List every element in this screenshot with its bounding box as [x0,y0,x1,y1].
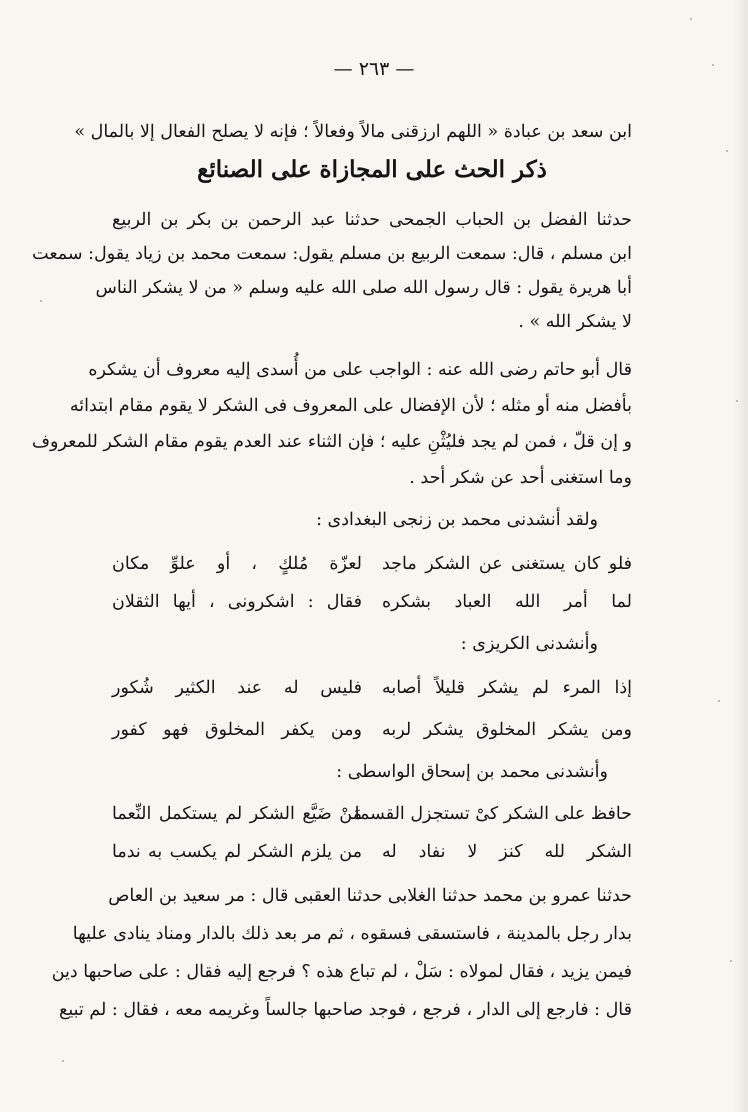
text-line: قال : فارجع إلى الدار ، فرجع ، فوجد صاحبها جالساً وغريمه معه ، فقال : لم تبيع [59,1000,632,1020]
verse-second-hemistich: فليس له عند الكثير شُكور [112,678,362,698]
scan-speck [718,700,720,702]
verse-first-hemistich: ومن يشكر المخلوق يشكر لربه [382,720,632,740]
verse-first-hemistich: إذا المرء لم يشكر قليلاً أصابه [382,678,632,698]
poem-intro: وأنشدنى محمد بن إسحاق الواسطى : [336,762,608,782]
text-line: أبا هريرة يقول : قال رسول الله صلى الله عليه وسلم « من لا يشكر الناس [95,278,632,298]
text-line: فيمن يزيد ، فقال لمولاه : سَلْ ، لم تباع هذه ؟ فرجع إليه فقال : على صاحبها دين [51,962,632,982]
verse-second-hemistich: مَنْ ضَيَّع الشكر لم يستكمل النِّعما [112,804,362,824]
scan-speck [690,18,692,20]
poem-intro: وأنشدنى الكريزى : [460,634,598,654]
verse-second-hemistich: ومن يكفر المخلوق فهو كفور [112,720,362,740]
poem-intro: ولقد أنشدنى محمد بن زنجى البغدادى : [316,510,598,530]
page-number: — ٢٦٣ — [333,58,415,80]
scan-speck [726,150,728,152]
scan-speck [62,1060,64,1062]
text-line: حدثنا الفضل بن الحباب الجمحى حدثنا عبد الرحمن بن بكر بن الربيع [112,210,632,230]
verse-second-hemistich: فقال : اشكرونى ، أيها الثقلان [112,592,362,612]
text-line: قال أبو حاتم رضى الله عنه : الواجب على من أُسدى إليه معروف أن يشكره [88,360,632,380]
scan-speck [730,960,732,962]
page-edge-shadow [734,0,748,1112]
text-line: حدثنا عمرو بن محمد حدثنا الغلابى حدثنا العقبى قال : مر سعيد بن العاص [108,886,632,906]
verse-first-hemistich: الشكر لله كنز لا نفاد له [382,842,632,862]
verse-second-hemistich: لعزّة مُلكٍ ، أو علوِّ مكان [112,554,362,574]
text-line: وما استغنى أحد عن شكر أحد . [409,468,632,488]
text-line: بأفضل منه أو مثله ؛ لأن الإفضال على المعروف فى الشكر لا يقوم مقام ابتدائه [69,396,632,416]
verse-first-hemistich: حافظ على الشكر كىْ تستجزل القسما [354,804,632,824]
text-line: لا يشكر الله » . [518,312,632,332]
verse-second-hemistich: من يلزم الشكر لم يكسب به ندما [112,842,362,862]
text-line: ابن مسلم ، قال: سمعت الربيع بن مسلم يقول: سمعت محمد بن زياد يقول: سمعت [32,244,632,264]
verse-first-hemistich: لما أمر الله العباد بشكره [382,592,632,612]
scan-speck [40,300,42,302]
text-line: بدار رجل بالمدينة ، فاستسقى فسقوه ، ثم مر بعد ذلك بالدار ومناد ينادى عليها [72,924,632,944]
text-line: ابن سعد بن عبادة « اللهم ارزقنى مالاً وفعالاً ؛ فإنه لا يصلح الفعال إلا بالمال » [74,122,632,142]
text-line: و إن قلّ ، فمن لم يجد فليُثْنِ عليه ؛ فإن الثناء عند العدم يقوم مقام الشكر للمعروف [31,432,632,452]
verse-first-hemistich: فلو كان يستغنى عن الشكر ماجد [382,554,632,574]
section-heading: ذكر الحث على المجازاة على الصنائع [197,156,547,183]
